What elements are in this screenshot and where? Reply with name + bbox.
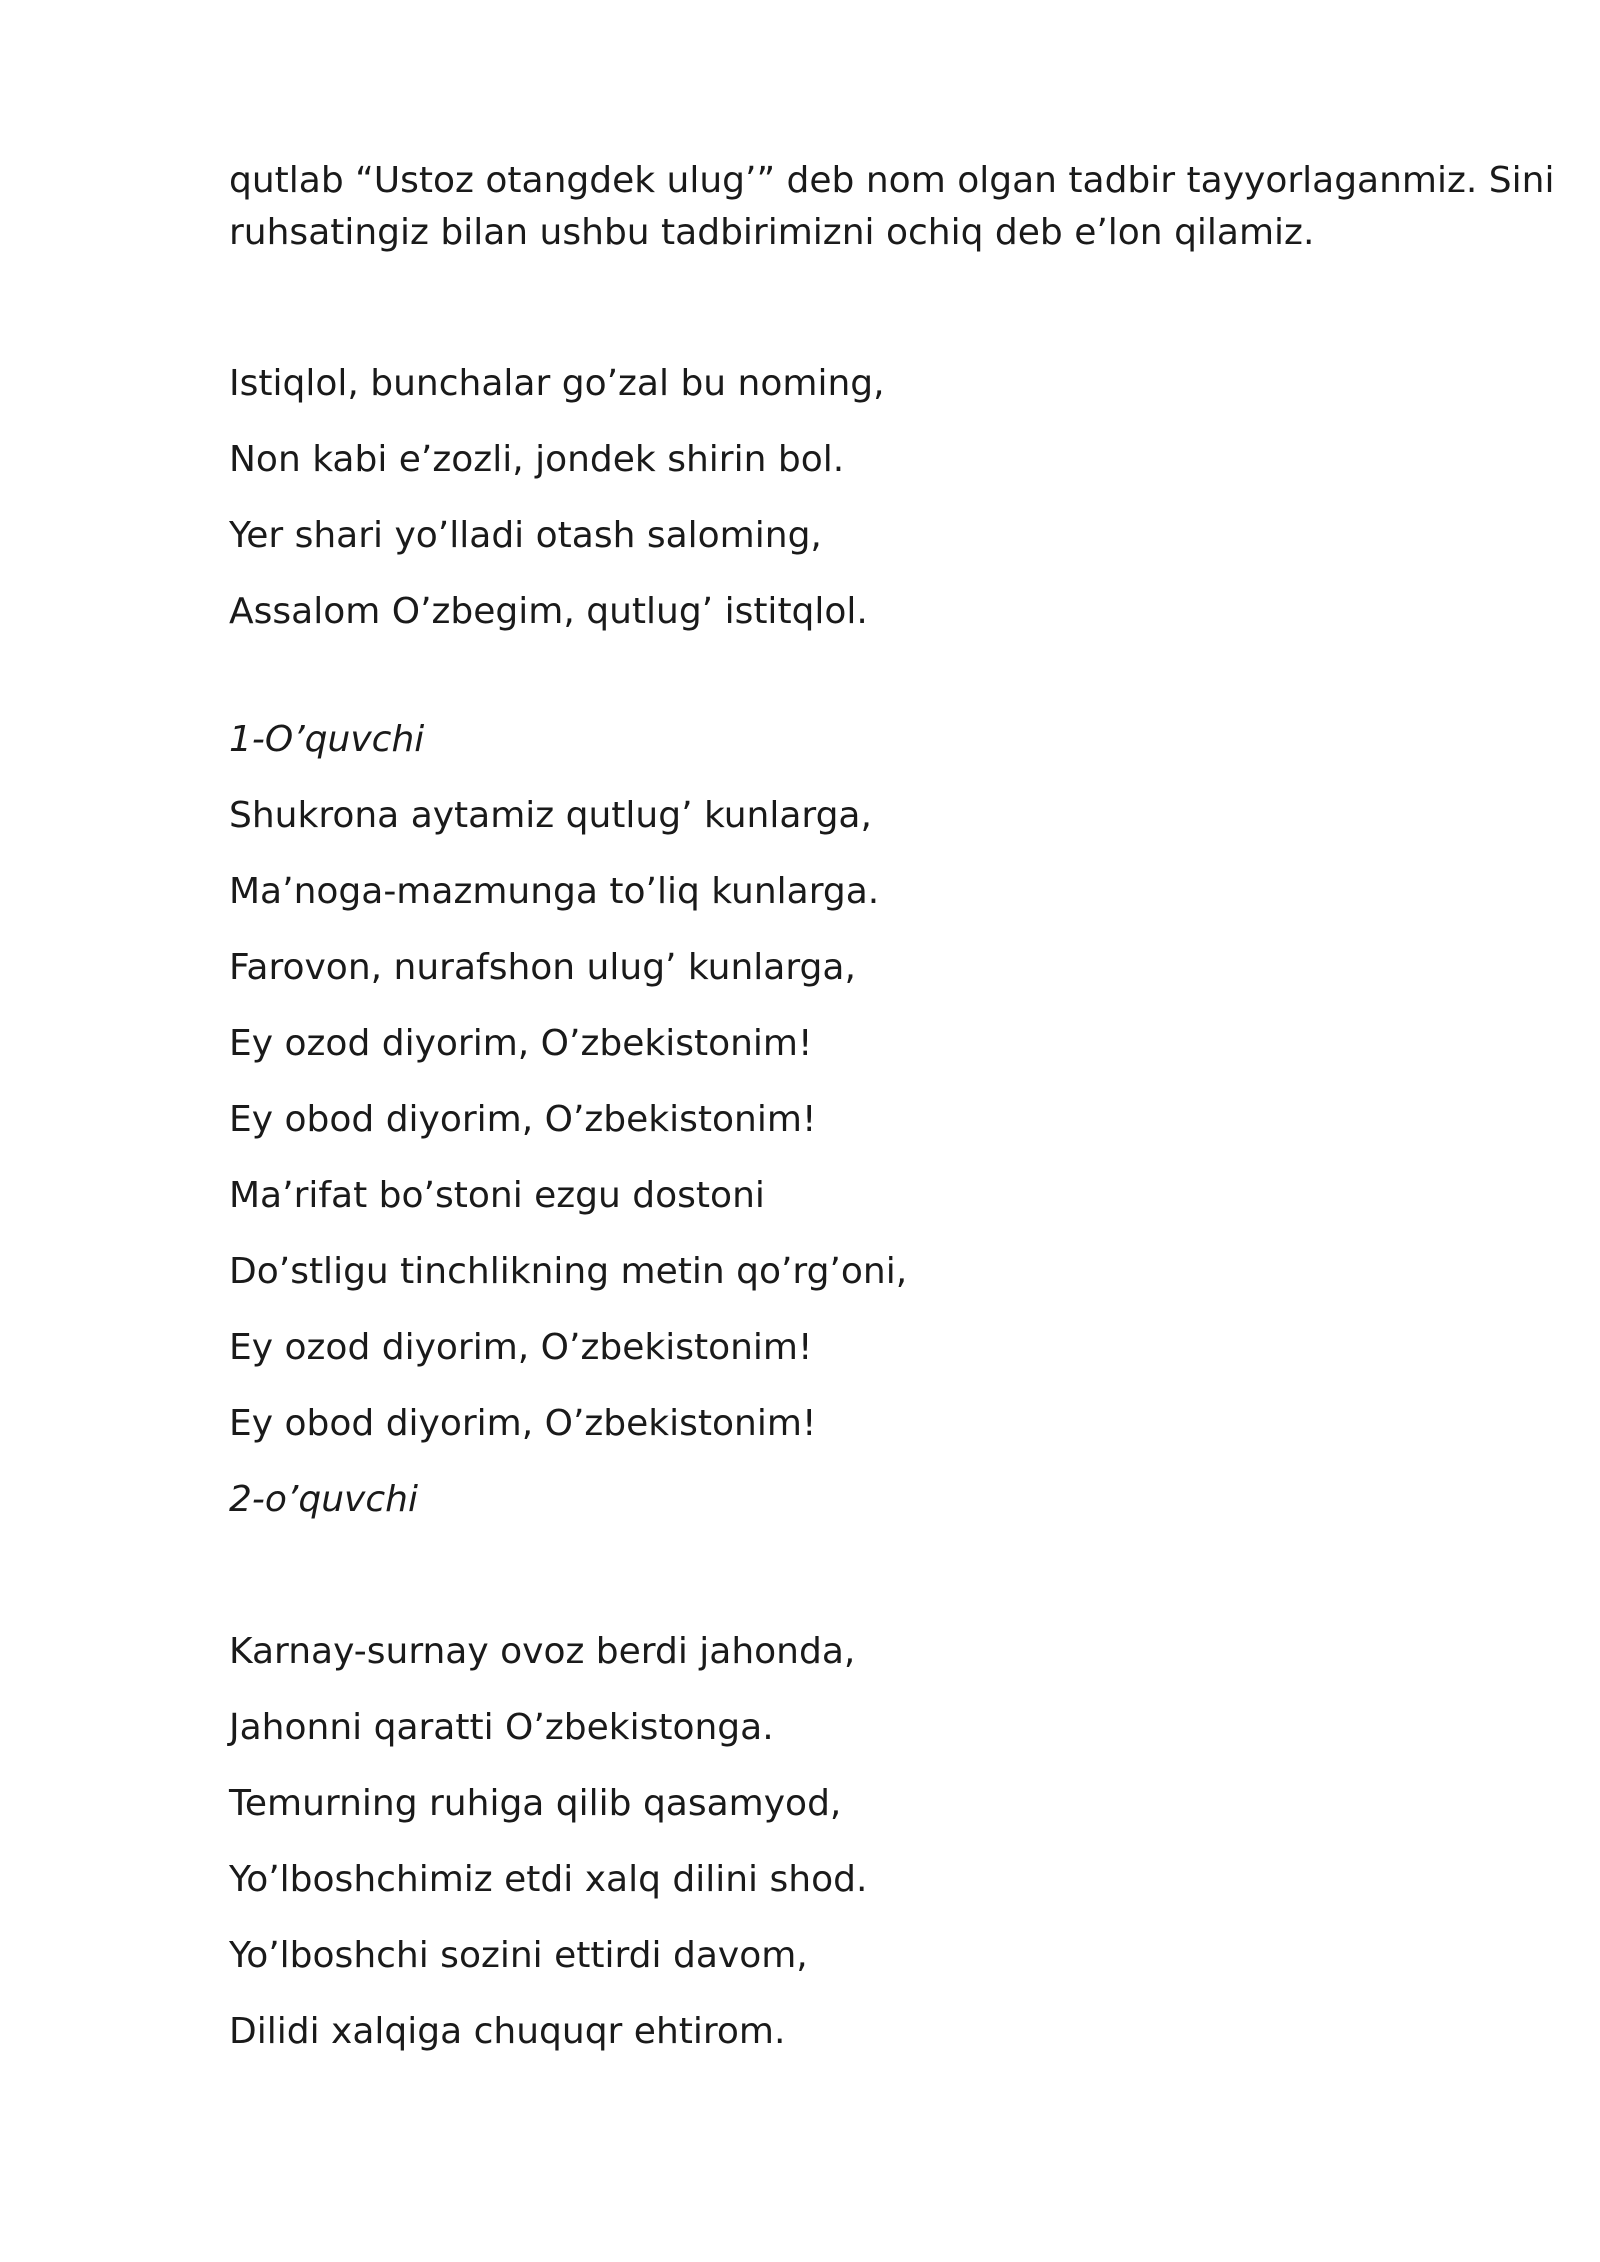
- stanza2-line: Ey ozod diyorim, O’zbekistonim!: [229, 1327, 813, 1368]
- stanza1-line: Assalom O’zbegim, qutlug’ istitqlol.: [229, 591, 868, 632]
- intro-line-1: qutlab “Ustoz otangdek ulug’” deb nom olgan tadbir tayyorlaganmiz. Sini: [229, 160, 1555, 201]
- stanza3-line: Dilidi xalqiga chuquqr ehtirom.: [229, 2011, 786, 2052]
- stanza2-line: Ma’rifat bo’stoni ezgu dostoni: [229, 1175, 765, 1216]
- stanza2-line: Ey obod diyorim, O’zbekistonim!: [229, 1403, 817, 1444]
- stanza3-line: Karnay-surnay ovoz berdi jahonda,: [229, 1631, 856, 1672]
- stanza2-line: Ey obod diyorim, O’zbekistonim!: [229, 1099, 817, 1140]
- stanza2-line: Ey ozod diyorim, O’zbekistonim!: [229, 1023, 813, 1064]
- speaker-label-1: 1-O’quvchi: [229, 719, 425, 760]
- intro-line-2: ruhsatingiz bilan ushbu tadbirimizni ochiq deb e’lon qilamiz.: [229, 212, 1315, 253]
- stanza3-line: Temurning ruhiga qilib qasamyod,: [229, 1783, 842, 1824]
- stanza2-line: Do’stligu tinchlikning metin qo’rg’oni,: [229, 1251, 908, 1292]
- stanza2-line: Ma’noga-mazmunga to’liq kunlarga.: [229, 871, 880, 912]
- stanza2-line: Farovon, nurafshon ulug’ kunlarga,: [229, 947, 856, 988]
- intro-paragraph: [229, 155, 1555, 259]
- stanza2-line: Shukrona aytamiz qutlug’ kunlarga,: [229, 795, 872, 836]
- stanza3-line: Yo’lboshchimiz etdi xalq dilini shod.: [229, 1859, 868, 1900]
- speaker-label-2: 2-o’quvchi: [229, 1479, 418, 1520]
- stanza3-line: Yo’lboshchi sozini ettirdi davom,: [229, 1935, 808, 1976]
- stanza1-line: Non kabi e’zozli, jondek shirin bol.: [229, 439, 845, 480]
- stanza1-line: Yer shari yo’lladi otash saloming,: [229, 515, 822, 556]
- stanza1-line: Istiqlol, bunchalar go’zal bu noming,: [229, 363, 885, 404]
- stanza3-line: Jahonni qaratti O’zbekistonga.: [229, 1707, 774, 1748]
